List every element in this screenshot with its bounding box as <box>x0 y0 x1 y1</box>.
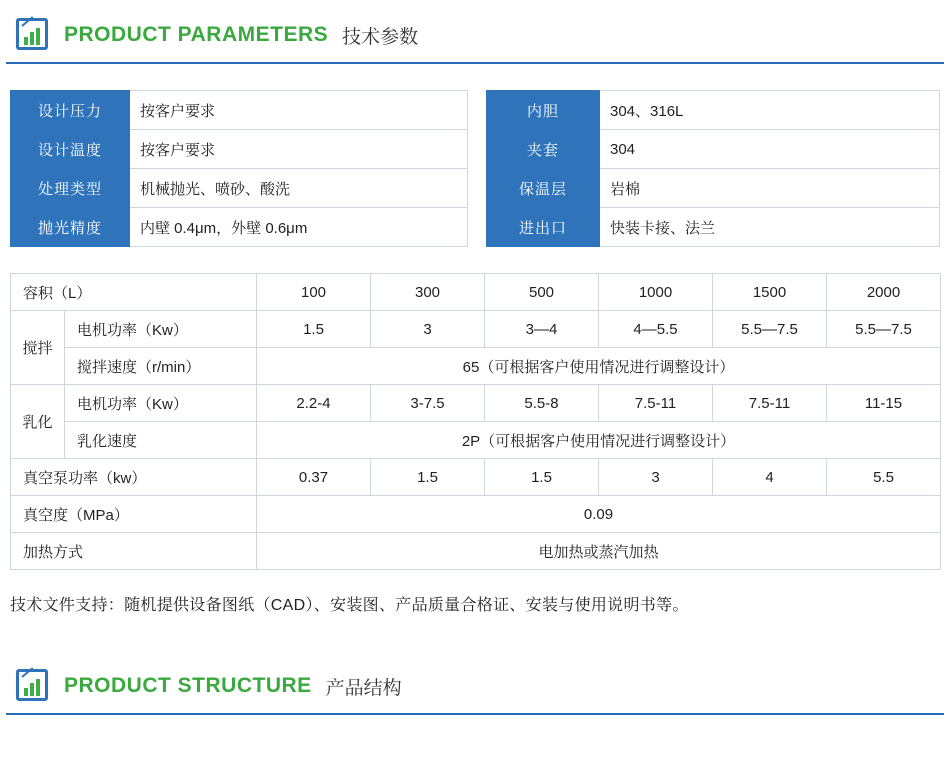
cell-stirring-motor-0: 1.5 <box>257 311 371 348</box>
row-label-vacuum-pump-power: 真空泵功率（kw） <box>11 459 257 496</box>
table-row <box>11 385 941 422</box>
table-row <box>11 130 468 169</box>
row-label-emulsify-motor-power: 电机功率（Kw） <box>65 385 257 422</box>
header-col-3: 1000 <box>599 274 713 311</box>
cell-vacuum-pump-3: 3 <box>599 459 713 496</box>
cell-emulsify-motor-1: 3-7.5 <box>371 385 485 422</box>
table-row <box>11 533 941 570</box>
cell-stirring-motor-5: 5.5—7.5 <box>827 311 941 348</box>
spec-right-value-0: 304、316L <box>599 91 939 130</box>
spec-tables-wrapper <box>10 90 940 247</box>
row-label-stirring-motor-power: 电机功率（Kw） <box>65 311 257 348</box>
table-row <box>11 91 468 130</box>
section-title-cn: 产品结构 <box>325 677 402 699</box>
spec-right-label-0: 内胆 <box>486 91 599 130</box>
row-label-emulsify-speed: 乳化速度 <box>65 422 257 459</box>
section-header-structure <box>6 651 944 715</box>
spec-left-label-1: 设计温度 <box>11 130 130 169</box>
cell-vacuum-pump-1: 1.5 <box>371 459 485 496</box>
company-logo-icon <box>16 669 50 703</box>
header-col-5: 2000 <box>827 274 941 311</box>
table-row <box>11 311 941 348</box>
cell-emulsify-motor-3: 7.5-11 <box>599 385 713 422</box>
table-row <box>486 208 939 247</box>
spec-right-value-1: 304 <box>599 130 939 169</box>
table-row <box>486 169 939 208</box>
spec-left-label-0: 设计压力 <box>11 91 130 130</box>
spec-table-left <box>10 90 468 247</box>
section-title-en: PRODUCT PARAMETERS <box>64 23 329 46</box>
cell-stirring-motor-4: 5.5—7.5 <box>713 311 827 348</box>
cell-vacuum-pump-5: 5.5 <box>827 459 941 496</box>
spec-left-label-3: 抛光精度 <box>11 208 130 247</box>
section-header-parameters <box>6 0 944 64</box>
capacity-parameter-table <box>10 273 941 570</box>
header-col-4: 1500 <box>713 274 827 311</box>
cell-stirring-motor-2: 3—4 <box>485 311 599 348</box>
row-label-stirring-speed: 搅拌速度（r/min） <box>65 348 257 385</box>
cell-vacuum-pump-0: 0.37 <box>257 459 371 496</box>
cell-stirring-motor-1: 3 <box>371 311 485 348</box>
table-row <box>486 130 939 169</box>
table-row <box>486 91 939 130</box>
spec-table-right <box>486 90 940 247</box>
spec-right-label-1: 夹套 <box>486 130 599 169</box>
technical-document-footnote: 技术文件支持：随机提供设备图纸（CAD）、安装图、产品质量合格证、安装与使用说明书等。 <box>10 597 689 614</box>
header-capacity-label: 容积（L） <box>11 274 257 311</box>
header-col-0: 100 <box>257 274 371 311</box>
company-logo-icon <box>16 18 50 52</box>
section-title-cn: 技术参数 <box>342 26 419 48</box>
spec-right-label-3: 进出口 <box>486 208 599 247</box>
header-col-1: 300 <box>371 274 485 311</box>
spec-right-value-3: 快装卡接、法兰 <box>599 208 939 247</box>
cell-emulsify-motor-4: 7.5-11 <box>713 385 827 422</box>
spec-left-label-2: 处理类型 <box>11 169 130 208</box>
spec-left-value-2: 机械抛光、喷砂、酸洗 <box>130 169 468 208</box>
section-title-en: PRODUCT STRUCTURE <box>64 674 312 697</box>
cell-stirring-speed-merged: 65（可根据客户使用情况进行调整设计） <box>257 348 941 385</box>
cell-stirring-motor-3: 4—5.5 <box>599 311 713 348</box>
group-label-stirring: 搅拌 <box>11 311 65 385</box>
table-header-row <box>11 274 941 311</box>
cell-emulsify-motor-0: 2.2-4 <box>257 385 371 422</box>
row-label-heating-method: 加热方式 <box>11 533 257 570</box>
table-row <box>11 348 941 385</box>
spec-left-value-0: 按客户要求 <box>130 91 468 130</box>
row-label-vacuum-degree: 真空度（MPa） <box>11 496 257 533</box>
cell-vacuum-pump-4: 4 <box>713 459 827 496</box>
cell-vacuum-degree-merged: 0.09 <box>257 496 941 533</box>
spec-right-value-2: 岩棉 <box>599 169 939 208</box>
cell-emulsify-motor-2: 5.5-8 <box>485 385 599 422</box>
spec-right-label-2: 保温层 <box>486 169 599 208</box>
cell-vacuum-pump-2: 1.5 <box>485 459 599 496</box>
cell-emulsify-motor-5: 11-15 <box>827 385 941 422</box>
cell-heating-method-merged: 电加热或蒸汽加热 <box>257 533 941 570</box>
spec-left-value-3: 内壁 0.4μm，外壁 0.6μm <box>130 208 468 247</box>
spec-left-value-1: 按客户要求 <box>130 130 468 169</box>
table-row <box>11 169 468 208</box>
table-row <box>11 459 941 496</box>
group-label-emulsify: 乳化 <box>11 385 65 459</box>
table-row <box>11 496 941 533</box>
cell-emulsify-speed-merged: 2P（可根据客户使用情况进行调整设计） <box>257 422 941 459</box>
header-col-2: 500 <box>485 274 599 311</box>
table-row <box>11 208 468 247</box>
table-row <box>11 422 941 459</box>
